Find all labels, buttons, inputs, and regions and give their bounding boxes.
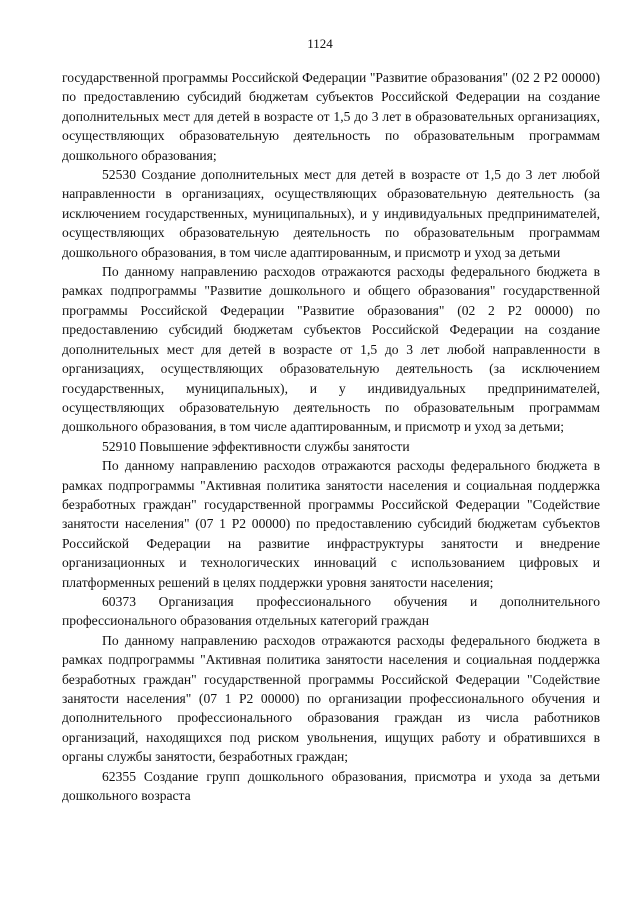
paragraph-3: По данному направлению расходов отражаются расходы федерального бюджета в рамках подпрограммы "Развитие дошкольного и общего образования" государственной программы Российской Федерации "Развитие образования" (02 2 Р2 00000) по предоставлению субсидий бюджетам субъектов Российской Федерации на создание дополнительных мест для детей в возрасте от 1,5 до 3 лет любой направленности в организациях, осуществляющих образовательную деятельность (за исключением государственных, муниципальных), и у индивидуальных предпринимателей, осуществляющих образовательную деятельность по образовательным программам дошкольного образования, в том числе адаптированным, и присмотр и уход за детьми;	[62, 264, 600, 435]
paragraph-6-heading-60373: 60373 Организация профессионального обучения и дополнительного профессионального образования отдельных категорий граждан	[62, 593, 600, 629]
paragraph-1: государственной программы Российской Федерации "Развитие образования" (02 2 Р2 00000) по предоставлению субсидий бюджетам субъектов Российской Федерации на создание дополнительных мест для детей в возрасте от 1,5 до 3 лет в образовательных организациях, осуществляющих образовательную деятельность по образовательным программам дошкольного образования;	[62, 70, 600, 163]
paragraph-7: По данному направлению расходов отражаются расходы федерального бюджета в рамках подпрограммы "Активная политика занятости населения и социальная поддержка безработных граждан" государственной программы Российской Федерации "Содействие занятости населения" (07 1 Р2 00000) по организации профессионального обучения и дополнительного профессионального образования граждан из числа работников организаций, находящихся под риском увольнения, ищущих работу и обратившихся в органы службы занятости, безработных граждан;	[62, 632, 600, 765]
paragraph-5: По данному направлению расходов отражаются расходы федерального бюджета в рамках подпрограммы "Активная политика занятости населения и социальная поддержка безработных граждан" государственной программы Российской Федерации "Содействие занятости населения" (07 1 Р2 00000) по предоставлению субсидий бюджетам субъектов Российской Федерации на развитие инфраструктуры занятости и внедрение организационных и технологических инноваций с использованием цифровых и платформенных решений в целях поддержки уровня занятости населения;	[62, 458, 600, 590]
paragraph-4-heading-52910: 52910 Повышение эффективности службы занятости	[102, 438, 410, 454]
paragraph-2-heading-52530: 52530 Создание дополнительных мест для детей в возрасте от 1,5 до 3 лет любой направленности в организациях, осуществляющих образовательную деятельность (за исключением государственных, муниципальных), и у индивидуальных предпринимателей, осуществляющих образовательную деятельность по образовательным программам дошкольного образования, в том числе адаптированным, и присмотр и уход за детьми	[62, 167, 600, 260]
paragraph-8-heading-62355: 62355 Создание групп дошкольного образования, присмотра и ухода за детьми дошкольного возраста	[62, 768, 600, 804]
document-body	[62, 68, 600, 805]
page-number: 1124	[307, 36, 333, 51]
